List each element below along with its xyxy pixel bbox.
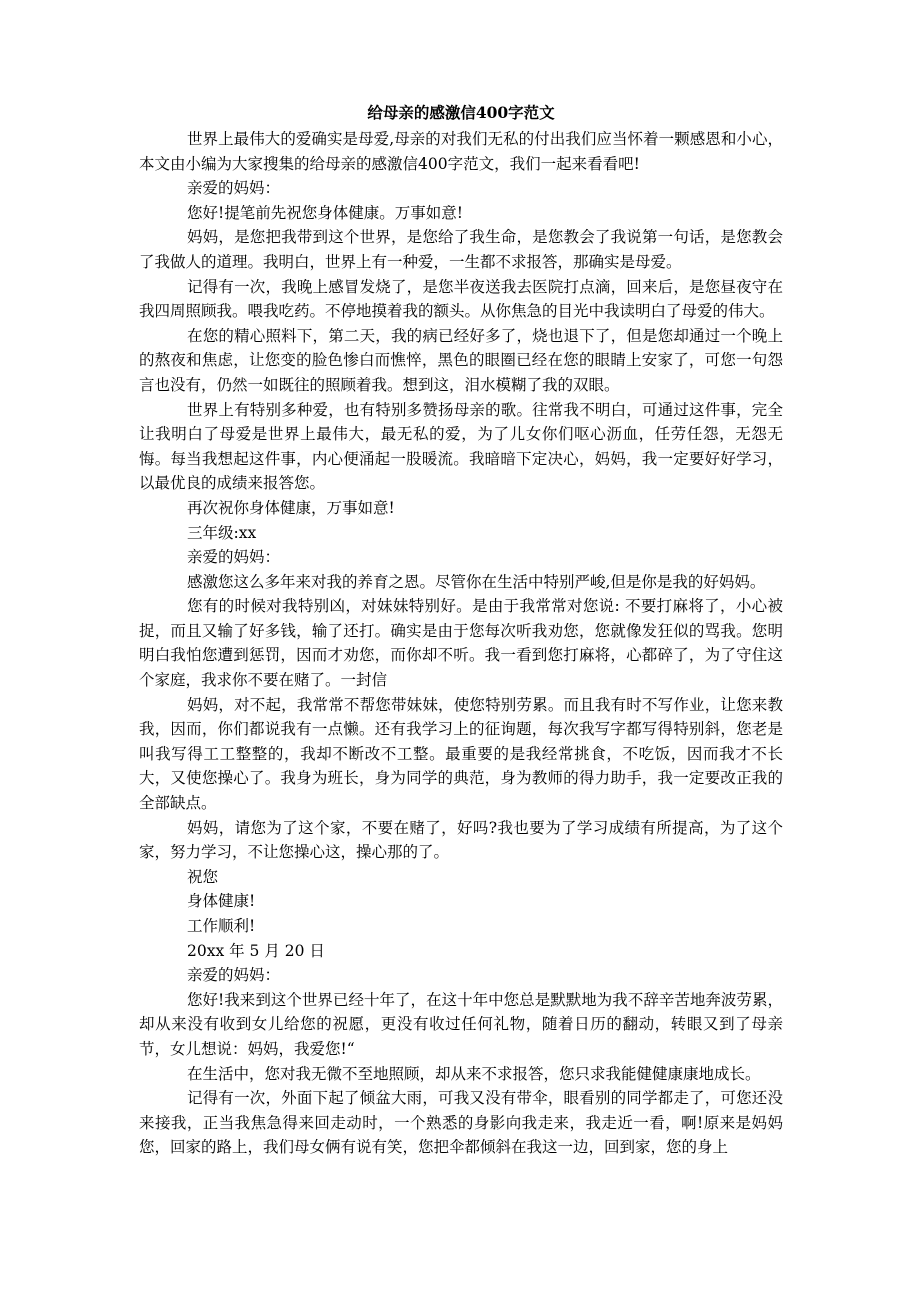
paragraph-closing: 工作顺利!: [187, 917, 256, 935]
paragraph-salutation: 亲爱的妈妈：: [187, 966, 281, 985]
paragraph-closing: 身体健康!: [187, 892, 256, 911]
document-page: [139, 103, 783, 1160]
paragraph-closing: 祝您: [187, 867, 219, 886]
paragraph-closing: 再次祝你身体健康，万事如意!: [187, 498, 395, 517]
paragraph: 您好!我来到这个世界已经十年了，在这十年中您总是默默地为我不辞辛苦地奔波劳累，却从来没有收到女儿给您的祝愿，更没有收过任何礼物，随着日历的翻动，转眼又到了母亲节，女儿想说：妈妈，我爱您!“: [139, 990, 783, 1058]
paragraph: 记得有一次，外面下起了倾盆大雨，可我又没有带伞，眼看别的同学都走了，可您还没来接我，正当我焦急得来回走动时，一个熟悉的身影向我走来，我走近一看，啊!原来是妈妈您，回家的路上，我们母女俩有说有笑，您把伞都倾斜在我这一边，回到家，您的身上: [139, 1089, 783, 1157]
paragraph-date: 20xx 年 5 月 20 日: [187, 941, 325, 960]
paragraph: 在生活中，您对我无微不至地照顾，却从来不求报答，您只求我能健健康康地成长。: [187, 1064, 761, 1083]
paragraph: 在您的精心照料下，第二天，我的病已经好多了，烧也退下了，但是您却通过一个晚上的熬夜和焦虑，让您变的脸色惨白而憔悴，黑色的眼圈已经在您的眼睛上安家了，可您一句怨言也没有，仍然一如既往的照顾着我。想到这，泪水模糊了我的双眼。: [139, 326, 783, 394]
paragraph: 世界上有特别多种爱，也有特别多赞扬母亲的歌。往常我不明白，可通过这件事，完全让我明白了母爱是世界上最伟大，最无私的爱，为了儿女你们呕心沥血，任劳任怨，无怨无悔。每当我想起这件事，内心便涌起一股暖流。我暗暗下定决心，妈妈，我一定要好好学习，以最优良的成绩来报答您。: [139, 400, 783, 493]
paragraph: 记得有一次，我晚上感冒发烧了，是您半夜送我去医院打点滴，回来后，是您昼夜守在我四周照顾我。喂我吃药。不停地摸着我的额头。从你焦急的目光中我读明白了母爱的伟大。: [139, 277, 783, 321]
paragraph: 妈妈，是您把我带到这个世界，是您给了我生命，是您教会了我说第一句话，是您教会了我做人的道理。我明白，世界上有一种爱，一生都不求报答，那确实是母爱。: [139, 228, 783, 271]
paragraph-signature: 三年级:xx: [187, 523, 257, 542]
paragraph: 您有的时候对我特别凶，对妹妹特别好。是由于我常常对您说: 不要打麻将了，小心被捉，而且又输了好多钱，输了还打。确实是由于您每次听我劝您，您就像发狂似的骂我。您明明白我怕您遭到惩罚，因而才劝您，而你却不听。我一看到您打麻将，心都碎了，为了守住这个家庭，我求你不要在赌了。一封信: [139, 597, 783, 690]
document-title: 给母亲的感激信400字范文: [367, 103, 555, 122]
paragraph: 您好!提笔前先祝您身体健康。万事如意!: [187, 203, 463, 222]
document-body: [139, 127, 783, 1160]
paragraph-intro: 世界上最伟大的爱确实是母爱,母亲的对我们无私的付出我们应当怀着一颗感恩和小心，本文由小编为大家搜集的给母亲的感激信400字范文，我们一起来看看吧!: [139, 130, 783, 173]
paragraph-salutation: 亲爱的妈妈：: [187, 548, 281, 567]
paragraph: 妈妈，请您为了这个家，不要在赌了，好吗?我也要为了学习成绩有所提高，为了这个家，努力学习，不让您操心这，操心那的了。: [139, 818, 783, 862]
paragraph: 妈妈，对不起，我常常不帮您带妹妹，使您特别劳累。而且我有时不写作业，让您来教我，因而，你们都说我有一点懒。还有我学习上的征询题，每次我写字都写得特别斜，您老是叫我写得工工整整的，我却不断改不工整。最重要的是我经常挑食，不吃饭，因而我才不长大，又使您操心了。我身为班长，身为同学的典范，身为教师的得力助手，我一定要改正我的全部缺点。: [139, 695, 783, 813]
paragraph: 感激您这么多年来对我的养育之恩。尽管你在生活中特别严峻,但是你是我的好妈妈。: [187, 572, 766, 591]
paragraph-salutation: 亲爱的妈妈：: [187, 179, 281, 198]
